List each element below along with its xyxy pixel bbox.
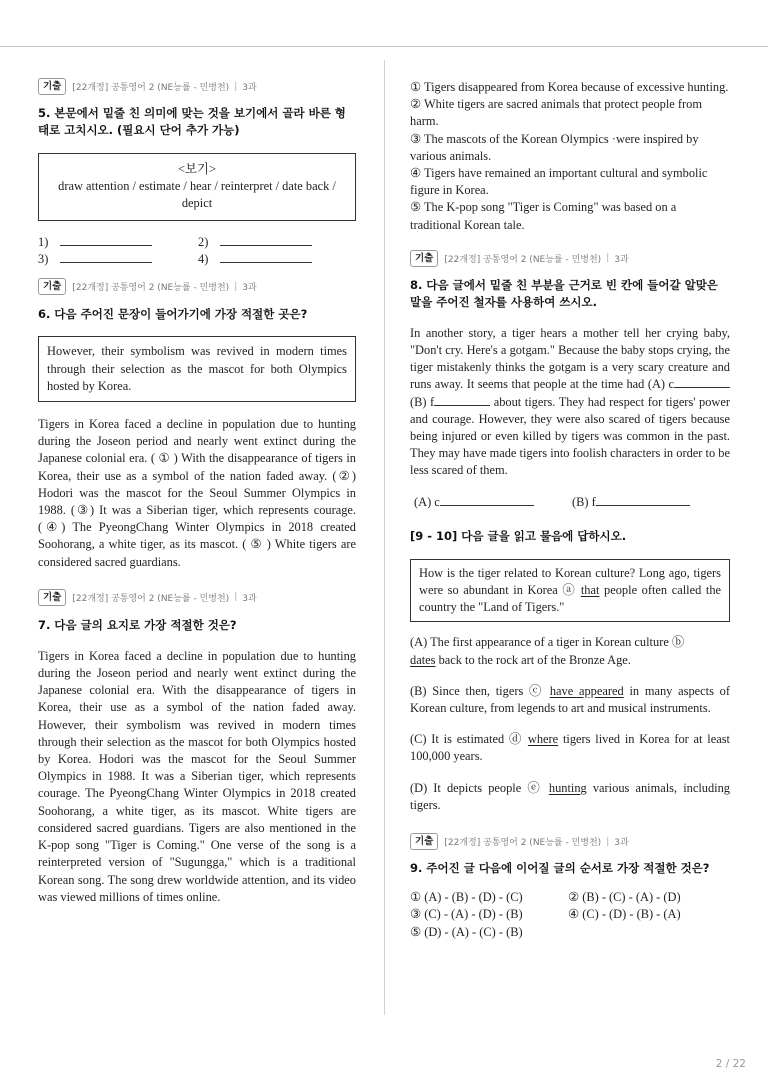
- course-label: [22개정] 공통영어 2 (NE능률 - 민병천): [72, 593, 230, 604]
- q9-tag-row: [410, 833, 730, 850]
- top-rule: [0, 46, 768, 47]
- q5-blank-2[interactable]: 2): [198, 234, 348, 251]
- course-label: [22개정] 공통영어 2 (NE능률 - 민병천): [72, 83, 230, 93]
- paragraph-d: (D) It depicts people ⓔ hunting various animals, including tigers.: [410, 780, 730, 812]
- q9-title: 9. 주어진 글 다음에 이어질 글의 순서로 가장 적절한 것은?: [410, 861, 710, 876]
- q7-title: 7. 다음 글의 요지로 가장 적절한 것은?: [38, 617, 237, 632]
- q7-option-5[interactable]: ⑤ The K-pop song "Tiger is Coming" was based on a traditional Korean tale.: [410, 200, 677, 232]
- q5-blank-1[interactable]: 1): [38, 234, 198, 251]
- q9-option-4[interactable]: ④ (C) - (D) - (B) - (A): [568, 907, 681, 922]
- q5-blank-4[interactable]: 4): [198, 251, 348, 268]
- paragraph-a: (A) The first appearance of a tiger in Korean culture ⓑ dates back to the rock art of the Bronze Age.: [410, 635, 685, 667]
- q9-option-3[interactable]: ③ (C) - (A) - (D) - (B): [410, 907, 523, 922]
- paragraph-c: (C) It is estimated ⓓ where tigers lived in Korea for at least 100,000 years.: [410, 732, 730, 764]
- q9-options: [410, 889, 730, 941]
- mark-a: ⓐ: [562, 583, 577, 598]
- q8-tag-row: [410, 250, 730, 267]
- lesson-label: 3과: [614, 838, 629, 849]
- q5-blank-3[interactable]: 3): [38, 251, 198, 268]
- q5-answer-blanks: [38, 234, 356, 269]
- q8-title: 8. 다음 글에서 밑줄 친 부분을 근거로 빈 칸에 들어갈 알맞은 말을 주어진 철자를 사용하여 쓰시오.: [410, 277, 718, 309]
- source-badge: 기출: [38, 78, 66, 95]
- q6-tag-row: [38, 278, 356, 295]
- separator: |: [606, 836, 610, 847]
- q5-box-title: <보기>: [178, 162, 216, 176]
- q6-given-sentence-box: However, their symbolism was revived in modern times through their selection as the mascot for both Olympics hosted by Korea.: [38, 336, 356, 402]
- lesson-label: 3과: [614, 254, 629, 265]
- q7-option-1[interactable]: ① Tigers disappeared from Korea because of excessive hunting.: [410, 80, 729, 94]
- q7-tag-row: [38, 589, 356, 606]
- q7-option-2[interactable]: ② White tigers are sacred animals that protect people from harm.: [410, 97, 702, 129]
- right-column: [410, 79, 730, 941]
- lesson-label: 3과: [242, 83, 257, 93]
- q7-option-4[interactable]: ④ Tigers have remained an important cultural and symbolic figure in Korea.: [410, 166, 708, 198]
- q6-passage: Tigers in Korea faced a decline in population due to hunting during the Joseon period and nearly went extinct during the Japanese colonial era. ( ① ) With the disappearance of tigers in Korea, their use as a symbol of the nation faded away. (②) Hodori was the mascot for the Seoul Summer Olympics in 1988. (③) It was a Siberian tiger, which represents courage. (④) The PyeongChang Winter Olympics in 2018 created Soohorang, a white tiger, as its mascot. ( ⑤ ) White tigers are considered sacred guardians.: [38, 417, 356, 569]
- q9-option-2[interactable]: ② (B) - (C) - (A) - (D): [568, 890, 681, 905]
- separator: |: [234, 281, 238, 292]
- q9-option-1[interactable]: ① (A) - (B) - (D) - (C): [410, 890, 523, 905]
- q6-title: 6. 다음 주어진 문장이 들어가기에 가장 적절한 곳은?: [38, 307, 308, 322]
- source-badge: 기출: [38, 278, 66, 295]
- q8-answer-a[interactable]: (A) c: [414, 494, 572, 511]
- separator: |: [234, 81, 238, 92]
- q5-box-words: draw attention / estimate / hear / reinterpret / date back / depict: [58, 179, 336, 211]
- q9-10-intro-box: How is the tiger related to Korean culture? Long ago, tigers were so abundant in Korea ⓐ that people often called the country the "Land of Tigers.": [410, 559, 730, 623]
- lesson-label: 3과: [242, 283, 257, 294]
- q8-answer-b[interactable]: (B) f: [572, 494, 732, 511]
- source-badge: 기출: [38, 589, 66, 606]
- q5-title: 5. 본문에서 밑줄 친 의미에 맞는 것을 보기에서 골라 바른 형태로 고치시오. (필요시 단어 추가 가능): [38, 106, 346, 137]
- q9-10-section-header: [9 - 10] 다음 글을 읽고 물음에 답하시오.: [410, 528, 627, 543]
- q7-passage: Tigers in Korea faced a decline in population due to hunting during the Joseon period and nearly went extinct during the Japanese colonial era. With the disappearance of tigers in Korea, their use as a symbol of the nation faded away. However, their symbolism was revived in modern times through their selection as the mascot for both Olympics hosted by Korea. Hodori was the mascot for the Seoul Summer Olympics in 1988. It was a Siberian tiger, which represents courage. The PyeongChang Winter Olympics in 2018 created Soohorang, a white tiger, as its mascot. White tigers are considered sacred guardians. Tigers are also mentioned in the K-pop song "Tiger is Coming." One verse of the song is a reinterpreted version of "Sugungga," which is a traditional Korean song. The song drew worldwide attention, and its video was viewed millions of times online.: [38, 648, 356, 904]
- q5-word-box: [38, 153, 356, 221]
- source-badge: 기출: [410, 833, 438, 850]
- q8-passage: In another story, a tiger hears a mother tell her crying baby, "Don't cry. Here's a gotgam." Because the baby stops crying, the tiger mistakenly thinks the gotgam is a very scary creature and runs away. It seems that people at the time had (A) c (B) f about tigers. They had respect for tigers' power and courage. However, they were also scared of tigers because being injured or even killed by tigers was common in the past. They may have made tigers into foolish characters in order to be less scared of them.: [410, 325, 730, 478]
- left-column: [38, 78, 356, 906]
- course-label: [22개정] 공통영어 2 (NE능률 - 민병천): [444, 254, 602, 265]
- page-number: 2 / 22: [715, 1058, 746, 1070]
- course-label: [22개정] 공통영어 2 (NE능률 - 민병천): [72, 283, 230, 294]
- q7-options: [410, 79, 730, 234]
- separator: |: [234, 592, 238, 603]
- course-label: [22개정] 공통영어 2 (NE능률 - 민병천): [444, 838, 602, 849]
- source-badge: 기출: [410, 250, 438, 267]
- q8-answer-blanks: [410, 494, 730, 511]
- paragraph-b: (B) Since then, tigers ⓒ have appeared in many aspects of Korean culture, from legends to art and musical instruments.: [410, 683, 730, 716]
- q7-option-3[interactable]: ③ The mascots of the Korean Olympics ·were inspired by various animals.: [410, 131, 699, 163]
- column-divider: [384, 60, 385, 1015]
- separator: |: [606, 253, 610, 264]
- lesson-label: 3과: [242, 593, 257, 604]
- q9-option-5[interactable]: ⑤ (D) - (A) - (C) - (B): [410, 924, 523, 939]
- q5-tag-row: [38, 78, 356, 95]
